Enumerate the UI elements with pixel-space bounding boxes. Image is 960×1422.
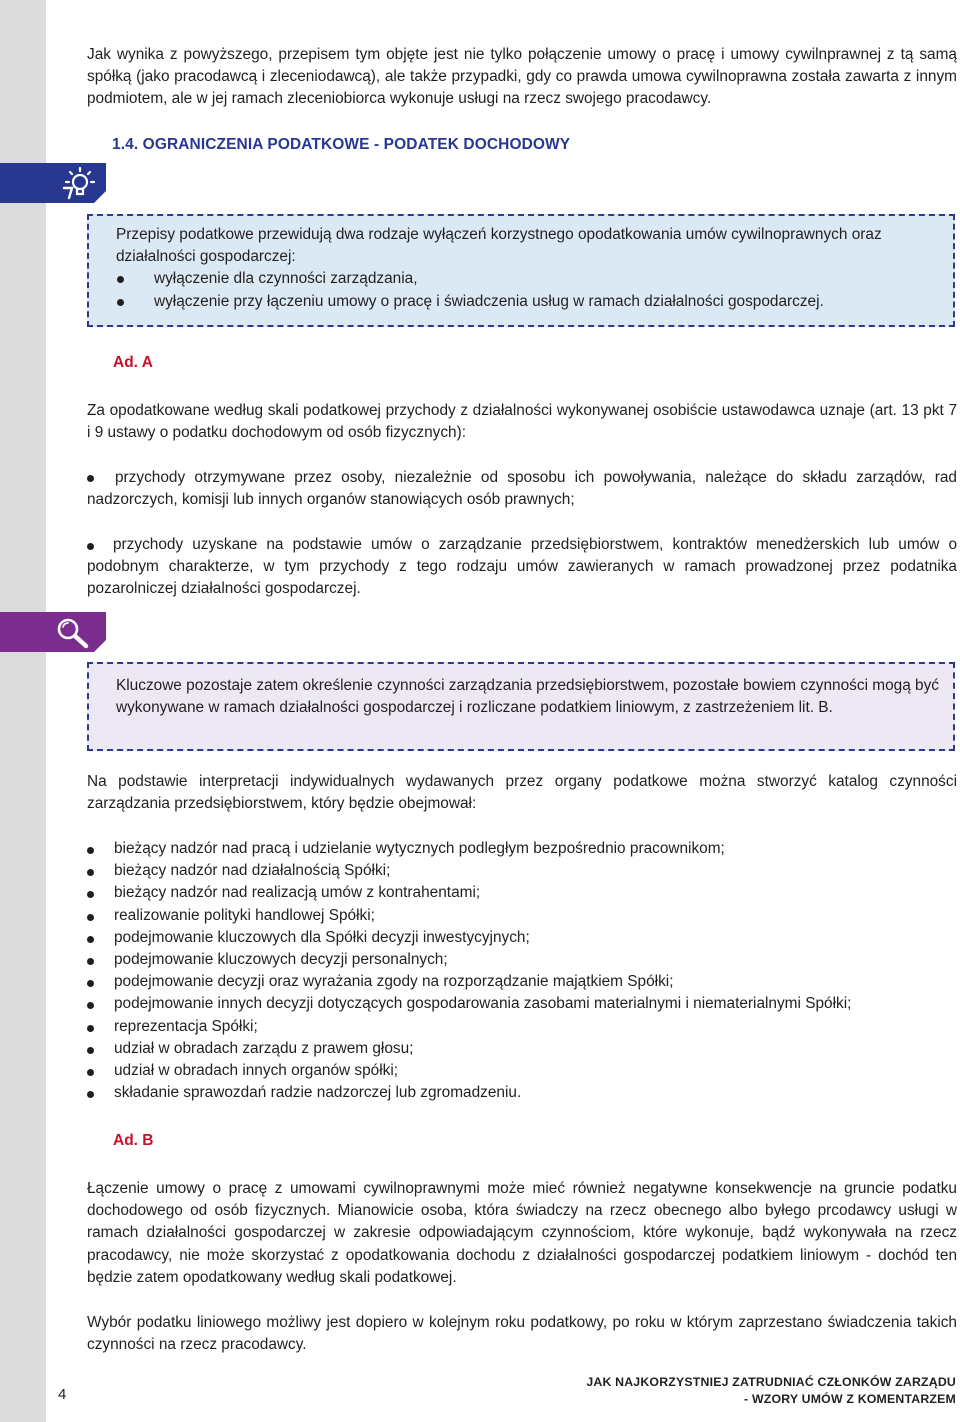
list-item: realizowanie polityki handlowej Spółki; xyxy=(87,905,960,927)
bullet-icon xyxy=(117,299,124,306)
bullet-icon xyxy=(87,936,94,943)
ad-a-paragraph: Za opodatkowane według skali podatkowej przychody z działalności wykonywanej osobiście ustawodawca uznaje (art. 13 pkt 7 i 9 ustawy o podatku dochodowym od osób fizycznych): xyxy=(87,402,957,442)
list-item: reprezentacja Spółki; xyxy=(87,1016,960,1038)
page-number: 4 xyxy=(58,1386,67,1403)
bullet-icon xyxy=(87,914,94,921)
bullet-icon xyxy=(87,847,94,854)
list-item: udział w obradach zarządu z prawem głosu; xyxy=(87,1038,960,1060)
info-box-exclusions xyxy=(87,214,955,327)
section-heading: 1.4. OGRANICZENIA PODATKOWE - PODATEK DOCHODOWY xyxy=(112,136,571,153)
box-exclusions-text: Przepisy podatkowe przewidują dwa rodzaje wyłączeń korzystnego opodatkowania umów cywilnoprawnych oraz działalności gospodarczej: xyxy=(116,226,882,266)
bullet-icon xyxy=(87,543,94,550)
list-item: składanie sprawozdań radzie nadzorczej lub zgromadzeniu. xyxy=(87,1082,960,1104)
magnifier-tab xyxy=(0,612,106,652)
footer-line-2: - WZORY UMÓW Z KOMENTARZEM xyxy=(744,1392,956,1406)
list-item: wyłączenie dla czynności zarządzania, xyxy=(116,268,937,290)
bullet-icon xyxy=(87,1025,94,1032)
list-item: bieżący nadzór nad pracą i udzielanie wytycznych podległym bezpośrednio pracownikom; xyxy=(87,838,960,860)
bullet-icon xyxy=(87,1091,94,1098)
bullet-icon xyxy=(87,980,94,987)
left-sidebar-strip xyxy=(0,0,46,1422)
bullet-icon xyxy=(87,958,94,965)
bullet-icon xyxy=(87,891,94,898)
bullet-icon xyxy=(87,475,94,482)
bullet-icon xyxy=(87,1047,94,1054)
box-key-text: Kluczowe pozostaje zatem określenie czynności zarządzania przedsiębiorstwem, pozostałe bowiem czynności mogą być wykonywane w ramach działalności gospodarczej i rozliczane podatkiem liniowym, z zastrzeżeniem lit. B. xyxy=(116,677,939,717)
list-item: udział w obradach innych organów spółki; xyxy=(87,1060,960,1082)
info-box-key xyxy=(87,662,955,751)
list-item: przychody uzyskane na podstawie umów o zarządzanie przedsiębiorstwem, kontraktów menedżerskich lub umów o podobnym charakterze, w tym przychody z tego rodzaju umów zawieranych w ramach prowadzonej przez podatnika pozarolniczej działalności gospodarczej. xyxy=(87,536,957,598)
bullet-icon xyxy=(87,1002,94,1009)
bullet-icon xyxy=(87,1069,94,1076)
footer-title xyxy=(586,1374,956,1408)
list-item: podejmowanie kluczowych decyzji personalnych; xyxy=(87,949,960,971)
ad-a-label: Ad. A xyxy=(113,354,153,371)
ad-b-paragraph-2: Wybór podatku liniowego możliwy jest dopiero w kolejnym roku podatkowy, po roku w którym zaprzestano świadczenia takich czynności na rzecz pracodawcy. xyxy=(87,1314,957,1354)
list-item: podejmowanie decyzji oraz wyrażania zgody na rozporządzanie majątkiem Spółki; xyxy=(87,971,960,993)
ad-b-label: Ad. B xyxy=(113,1132,154,1149)
catalog-list xyxy=(87,838,960,1104)
list-item: bieżący nadzór nad działalnością Spółki; xyxy=(87,860,960,882)
catalog-paragraph: Na podstawie interpretacji indywidualnych wydawanych przez organy podatkowe można stworzyć katalog czynności zarządzania przedsiębiorstwem, który będzie obejmował: xyxy=(87,773,957,813)
list-item: przychody otrzymywane przez osoby, niezależnie od sposobu ich powoływania, należące do składu zarządów, rad nadzorczych, komisji lub innych organów stanowiących osób prawnych; xyxy=(87,469,957,509)
bullet-icon xyxy=(87,869,94,876)
footer-line-1: JAK NAJKORZYSTNIEJ ZATRUDNIAĆ CZŁONKÓW ZARZĄDU xyxy=(586,1375,956,1389)
list-item: podejmowanie innych decyzji dotyczących gospodarowania zasobami materialnymi i niematerialnymi Spółki; xyxy=(87,993,960,1015)
ad-b-paragraph: Łączenie umowy o pracę z umowami cywilnoprawnymi może mieć również negatywne konsekwencje na gruncie podatku dochodowego od osób fizycznych. Mianowicie osoba, która świadczy na rzecz obecnego albo byłego prcodawcy usługi w ramach działalności gospodarczej w zakresie odpowiadającym czynnościom, które wykonuje, bądź wykonywała na rzecz pracodawcy, nie może skorzystać z opodatkowania dochodu z działalności gospodarczej podatkiem liniowym - dochód ten będzie zatem opodatkowany według skali podatkowej. xyxy=(87,1180,957,1286)
intro-paragraph: Jak wynika z powyższego, przepisem tym objęte jest nie tylko połączenie umowy o pracę i umowy cywilnprawnej z tą samą spółką (jako pracodawcą i zleceniodawcą), ale także przypadki, gdy co prawda umowa cywilnoprawna została zawarta z innym podmiotem, ale w jej ramach zleceniobiorca wykonuje usługi na rzecz swojego pracodawcy. xyxy=(87,46,957,108)
list-item: bieżący nadzór nad realizacją umów z kontrahentami; xyxy=(87,882,960,904)
list-item: wyłączenie przy łączeniu umowy o pracę i świadczenia usług w ramach działalności gospodarczej. xyxy=(116,291,937,313)
list-item: podejmowanie kluczowych dla Spółki decyzji inwestycyjnych; xyxy=(87,927,960,949)
bullet-icon xyxy=(117,276,124,283)
lightbulb-tab xyxy=(0,163,106,203)
